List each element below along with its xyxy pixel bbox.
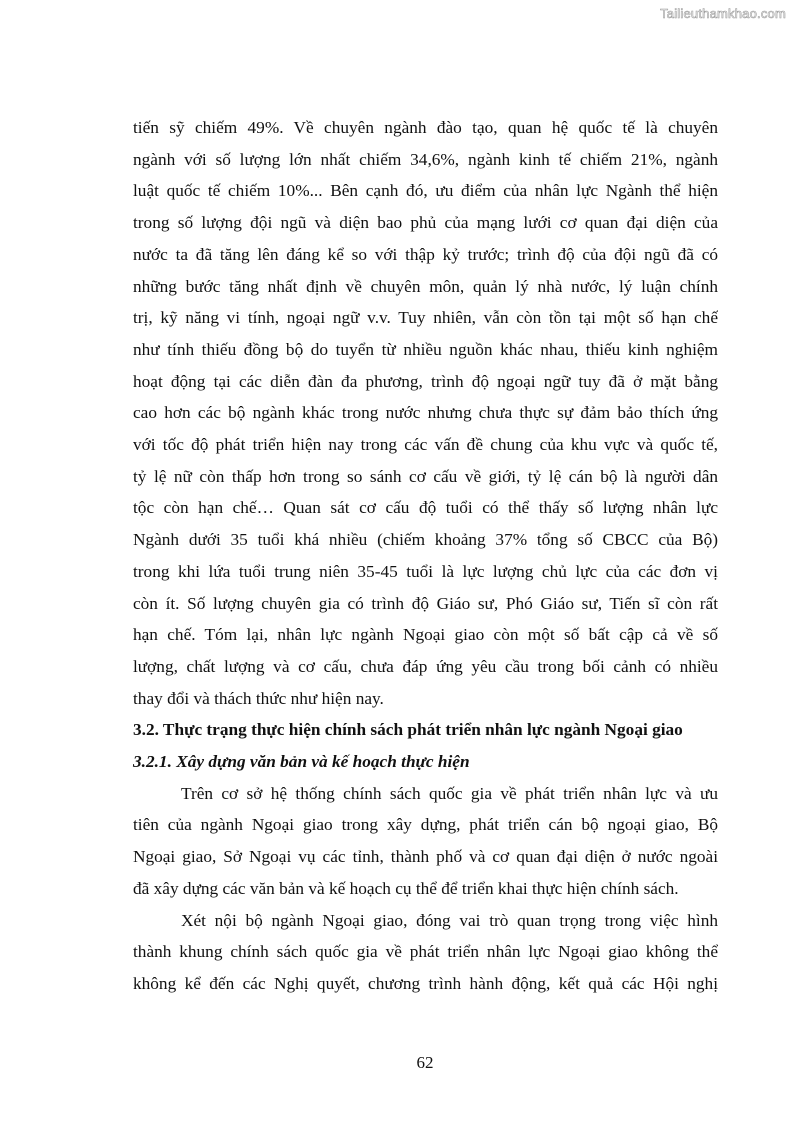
text-line: lượng, chất lượng và cơ cấu, chưa đáp ứng yêu cầu trong bối cảnh có nhiều xyxy=(133,656,718,676)
paragraph-2 xyxy=(133,778,718,905)
text-line: thay đổi và thách thức như hiện nay. xyxy=(133,688,384,708)
text-line: hoạt động tại các diễn đàn đa phương, trình độ ngoại ngữ tuy đã ở mặt bằng xyxy=(133,371,718,391)
text-line: Trên cơ sở hệ thống chính sách quốc gia về phát triển nhân lực và ưu xyxy=(181,783,718,803)
paragraph-1 xyxy=(133,112,718,714)
text-line: nước ta đã tăng lên đáng kể so với thập kỷ trước; trình độ của đội ngũ đã có xyxy=(133,244,718,264)
text-line: hạn chế. Tóm lại, nhân lực ngành Ngoại giao còn một số bất cập cả về số xyxy=(133,625,718,645)
text-line: trong số lượng đội ngũ và diện bao phủ của mạng lưới cơ quan đại diện của xyxy=(133,213,718,233)
paragraph-3 xyxy=(133,905,718,1000)
text-line: Xét nội bộ ngành Ngoại giao, đóng vai trò quan trọng trong việc hình xyxy=(181,910,718,930)
document-body xyxy=(133,112,718,1000)
text-line: không kể đến các Nghị quyết, chương trình hành động, kết quả các Hội nghị xyxy=(133,973,718,993)
section-heading: 3.2. Thực trạng thực hiện chính sách phát triển nhân lực ngành Ngoại giao xyxy=(133,720,683,740)
text-line: trong khi lứa tuổi trung niên 35-45 tuổi là lực lượng chủ lực của các đơn vị xyxy=(133,561,718,581)
text-line: cao hơn các bộ ngành khác trong nước nhưng chưa thực sự đảm bảo thích ứng xyxy=(133,403,718,423)
text-line: trị, kỹ năng vi tính, ngoại ngữ v.v. Tuy nhiên, vẫn còn tồn tại một số hạn chế xyxy=(133,308,718,328)
text-line: với tốc độ phát triển hiện nay trong các vấn đề chung của khu vực và quốc tế, xyxy=(133,435,718,455)
text-line: thành khung chính sách quốc gia về phát triển nhân lực Ngoại giao không thể xyxy=(133,942,718,962)
watermark: Tailieuthamkhao.com xyxy=(660,6,786,21)
text-line: những bước tăng nhất định về chuyên môn, quản lý nhà nước, lý luận chính xyxy=(133,276,718,296)
text-line: ngành với số lượng lớn nhất chiếm 34,6%, ngành kinh tế chiếm 21%, ngành xyxy=(133,149,718,169)
text-line: tỷ lệ nữ còn thấp hơn trong so sánh cơ cấu về giới, tỷ lệ cán bộ là người dân xyxy=(133,466,718,486)
text-line: luật quốc tế chiếm 10%... Bên cạnh đó, ưu điểm của nhân lực Ngành thể hiện xyxy=(133,181,718,201)
subsection-heading: 3.2.1. Xây dựng văn bản và kế hoạch thực hiện xyxy=(133,752,470,772)
text-line: tiến sỹ chiếm 49%. Về chuyên ngành đào tạo, quan hệ quốc tế là chuyên xyxy=(133,118,718,137)
text-line: còn ít. Số lượng chuyên gia có trình độ Giáo sư, Phó Giáo sư, Tiến sĩ còn rất xyxy=(133,593,718,613)
text-line: Ngoại giao, Sở Ngoại vụ các tỉnh, thành phố và cơ quan đại diện ở nước ngoài xyxy=(133,847,718,867)
text-line: như tính thiếu đồng bộ do tuyển từ nhiều nguồn khác nhau, thiếu kinh nghiệm xyxy=(133,339,718,359)
text-line: tiên của ngành Ngoại giao trong xây dựng, phát triển cán bộ ngoại giao, Bộ xyxy=(133,815,718,835)
text-line: tộc còn hạn chế… Quan sát cơ cấu độ tuổi có thể thấy số lượng nhân lực xyxy=(133,498,718,518)
page-number: 62 xyxy=(416,1053,434,1072)
text-line: đã xây dựng các văn bản và kế hoạch cụ thể để triển khai thực hiện chính sách. xyxy=(133,878,679,898)
text-line: Ngành dưới 35 tuổi khá nhiều (chiếm khoảng 37% tổng số CBCC của Bộ) xyxy=(133,530,718,550)
